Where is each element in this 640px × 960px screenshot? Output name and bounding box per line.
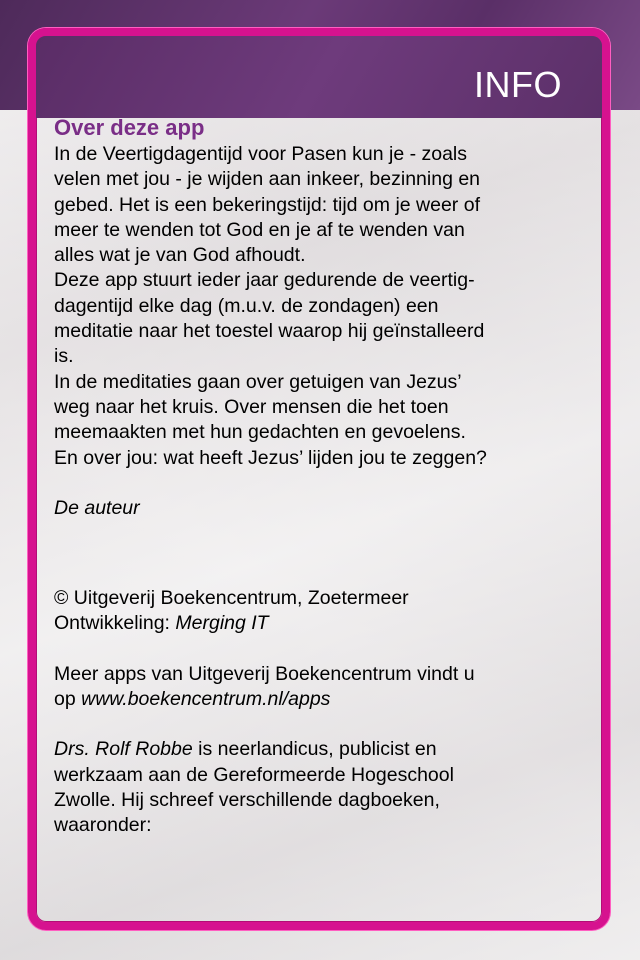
- intro-line: meemaakten met hun gedachten en gevoelens.: [54, 421, 466, 444]
- intro-text: [54, 142, 554, 471]
- intro-line: is.: [54, 345, 74, 368]
- intro-line: In de meditaties gaan over getuigen van Jezus’: [54, 370, 462, 393]
- author-bio-line: [54, 737, 554, 762]
- more-apps-link-line: [54, 687, 554, 712]
- copyright-text: © Uitgeverij Boekencentrum, Zoetermeer: [54, 587, 409, 610]
- developer-name: Merging IT: [175, 612, 269, 635]
- author-bio-line: werkzaam aan de Gereformeerde Hogeschool: [54, 763, 454, 786]
- development-label: Ontwikkeling:: [54, 612, 176, 635]
- intro-line: meditatie naar het toestel waarop hij geïnstalleerd: [54, 320, 485, 343]
- intro-line: meer te wenden tot God en je af te wenden van: [54, 218, 465, 241]
- intro-line: gebed. Het is een bekeringstijd: tijd om je weer of: [54, 193, 480, 216]
- author-bio-rest: is neerlandicus, publicist en: [192, 738, 437, 761]
- info-content: [54, 114, 554, 839]
- website-link[interactable]: www.boekencentrum.nl/apps: [81, 688, 331, 711]
- intro-line: alles wat je van God afhoudt.: [54, 244, 306, 267]
- development-credit: [54, 611, 554, 636]
- author-bio-line: Zwolle. Hij schreef verschillende dagboeken,: [54, 788, 440, 811]
- more-apps-text: Meer apps van Uitgeverij Boekencentrum vindt u: [54, 662, 475, 685]
- author-bio-line: waaronder:: [54, 814, 152, 837]
- intro-line: velen met jou - je wijden aan inkeer, bezinning en: [54, 168, 481, 191]
- intro-line: En over jou: wat heeft Jezus’ lijden jou te zeggen?: [54, 446, 487, 469]
- intro-line: dagentijd elke dag (m.u.v. de zondagen) een: [54, 294, 439, 317]
- intro-line: Deze app stuurt ieder jaar gedurende de veertig-: [54, 269, 475, 292]
- author-signature: De auteur: [54, 496, 140, 519]
- panel-header: [36, 36, 602, 118]
- page-title: INFO: [474, 64, 562, 105]
- more-apps-prefix: op: [54, 688, 82, 711]
- intro-line: weg naar het kruis. Over mensen die het toen: [54, 395, 449, 418]
- intro-line: In de Veertigdagentijd voor Pasen kun je - zoals: [54, 143, 468, 165]
- author-name: Drs. Rolf Robbe: [54, 738, 193, 761]
- section-heading: Over deze app: [54, 115, 205, 140]
